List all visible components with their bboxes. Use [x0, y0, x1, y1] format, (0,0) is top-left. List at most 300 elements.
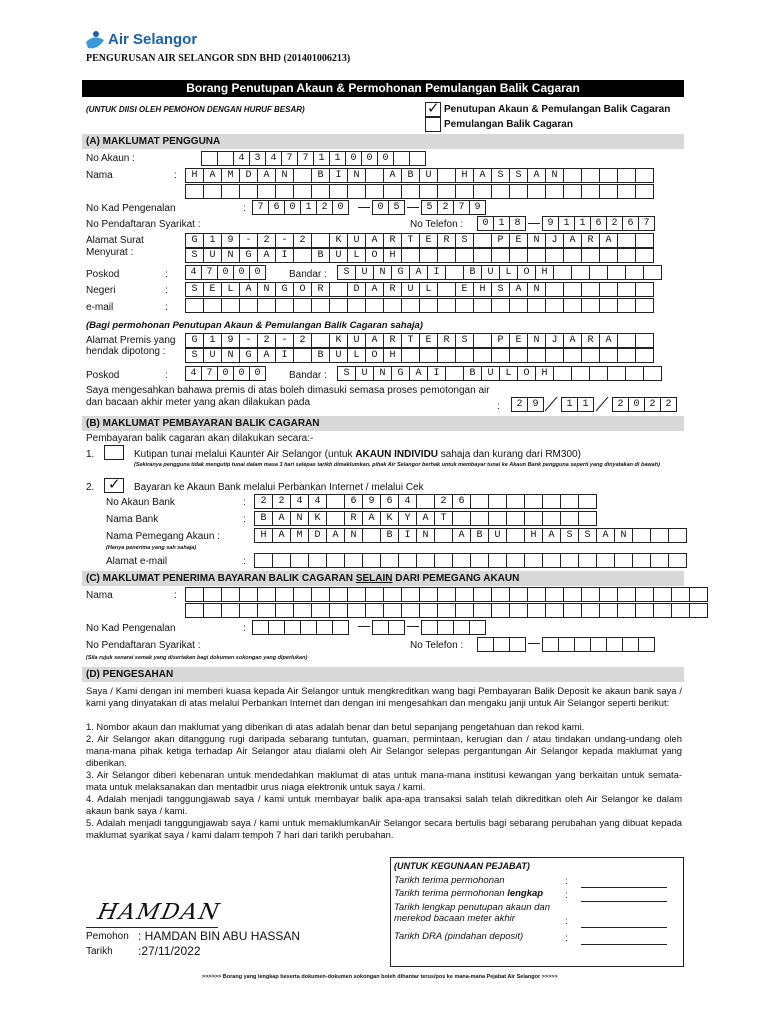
char-box[interactable]: [332, 620, 349, 635]
char-box[interactable]: [203, 298, 222, 313]
char-box[interactable]: [491, 248, 510, 263]
char-box[interactable]: [491, 348, 510, 363]
char-box[interactable]: [365, 298, 384, 313]
char-box[interactable]: [437, 587, 456, 602]
char-box[interactable]: [599, 298, 618, 313]
char-box[interactable]: [329, 184, 348, 199]
char-box[interactable]: 0: [477, 216, 494, 231]
char-box[interactable]: 0: [249, 366, 266, 381]
char-box[interactable]: [372, 620, 389, 635]
char-box[interactable]: [473, 587, 492, 602]
char-box[interactable]: S: [509, 168, 528, 183]
char-box[interactable]: A: [272, 528, 291, 543]
char-box[interactable]: I: [427, 265, 446, 280]
char-box[interactable]: 1: [574, 216, 591, 231]
char-box[interactable]: 0: [332, 200, 349, 215]
char-box[interactable]: [437, 298, 456, 313]
char-box[interactable]: [506, 494, 525, 509]
char-box[interactable]: 0: [233, 265, 250, 280]
char-box[interactable]: A: [239, 282, 258, 297]
char-box[interactable]: [599, 348, 618, 363]
char-box[interactable]: P: [491, 333, 510, 348]
char-box[interactable]: 0: [249, 265, 266, 280]
char-box[interactable]: A: [599, 233, 618, 248]
char-box[interactable]: [581, 603, 600, 618]
char-box[interactable]: 7: [297, 151, 314, 166]
premis-boxes-row2[interactable]: [185, 348, 653, 363]
char-box[interactable]: G: [185, 333, 204, 348]
char-box[interactable]: 0: [233, 366, 250, 381]
char-box[interactable]: [239, 298, 258, 313]
char-box[interactable]: [509, 603, 528, 618]
char-box[interactable]: N: [527, 333, 546, 348]
char-box[interactable]: [409, 151, 426, 166]
char-box[interactable]: [455, 298, 474, 313]
c-kad-boxes-part3[interactable]: [421, 620, 485, 635]
char-box[interactable]: [578, 494, 597, 509]
char-box[interactable]: O: [365, 248, 384, 263]
char-box[interactable]: [326, 494, 345, 509]
char-box[interactable]: A: [596, 528, 615, 543]
char-box[interactable]: A: [452, 528, 471, 543]
char-box[interactable]: [527, 348, 546, 363]
char-box[interactable]: [638, 637, 655, 652]
char-box[interactable]: Y: [398, 511, 417, 526]
char-box[interactable]: [617, 298, 636, 313]
char-box[interactable]: [401, 348, 420, 363]
char-box[interactable]: [488, 553, 507, 568]
char-box[interactable]: 2: [511, 397, 528, 412]
char-box[interactable]: [668, 553, 687, 568]
char-box[interactable]: [635, 587, 654, 602]
char-box[interactable]: [434, 553, 453, 568]
char-box[interactable]: [578, 511, 597, 526]
char-box[interactable]: O: [293, 282, 312, 297]
char-box[interactable]: 9: [469, 200, 486, 215]
char-box[interactable]: I: [329, 168, 348, 183]
char-box[interactable]: U: [481, 366, 500, 381]
char-box[interactable]: [625, 265, 644, 280]
char-box[interactable]: [401, 603, 420, 618]
poskod-boxes[interactable]: [185, 265, 265, 280]
char-box[interactable]: [293, 298, 312, 313]
char-box[interactable]: N: [290, 511, 309, 526]
char-box[interactable]: [419, 298, 438, 313]
char-box[interactable]: [527, 248, 546, 263]
char-box[interactable]: [545, 587, 564, 602]
char-box[interactable]: [553, 366, 572, 381]
char-box[interactable]: [617, 233, 636, 248]
char-box[interactable]: K: [329, 333, 348, 348]
char-box[interactable]: 6: [380, 494, 399, 509]
bank-acc-boxes[interactable]: [254, 494, 596, 509]
char-box[interactable]: G: [391, 366, 410, 381]
char-box[interactable]: [362, 553, 381, 568]
bandar2-boxes[interactable]: [337, 366, 661, 381]
char-box[interactable]: N: [344, 528, 363, 543]
char-box[interactable]: 4: [290, 494, 309, 509]
char-box[interactable]: [419, 184, 438, 199]
char-box[interactable]: [275, 587, 294, 602]
char-box[interactable]: [257, 587, 276, 602]
char-box[interactable]: [488, 511, 507, 526]
char-box[interactable]: H: [455, 168, 474, 183]
char-box[interactable]: [203, 184, 222, 199]
char-box[interactable]: [326, 553, 345, 568]
char-box[interactable]: 0: [284, 200, 301, 215]
char-box[interactable]: [617, 603, 636, 618]
char-box[interactable]: [653, 603, 672, 618]
char-box[interactable]: [239, 184, 258, 199]
char-box[interactable]: [524, 511, 543, 526]
char-box[interactable]: 0: [377, 151, 394, 166]
char-box[interactable]: 2: [612, 397, 629, 412]
char-box[interactable]: U: [355, 366, 374, 381]
char-box[interactable]: [614, 553, 633, 568]
char-box[interactable]: 2: [272, 494, 291, 509]
char-box[interactable]: A: [257, 348, 276, 363]
char-box[interactable]: 2: [293, 333, 312, 348]
char-box[interactable]: [470, 511, 489, 526]
char-box[interactable]: [437, 603, 456, 618]
char-box[interactable]: [599, 168, 618, 183]
bank-email-boxes[interactable]: [254, 553, 686, 568]
char-box[interactable]: O: [365, 348, 384, 363]
char-box[interactable]: U: [481, 265, 500, 280]
char-box[interactable]: [506, 553, 525, 568]
char-box[interactable]: K: [380, 511, 399, 526]
char-box[interactable]: 2: [606, 216, 623, 231]
char-box[interactable]: A: [409, 265, 428, 280]
char-box[interactable]: [545, 248, 564, 263]
bandar-boxes[interactable]: [337, 265, 661, 280]
char-box[interactable]: 1: [577, 397, 594, 412]
char-box[interactable]: [365, 184, 384, 199]
char-box[interactable]: B: [311, 168, 330, 183]
char-box[interactable]: [293, 248, 312, 263]
char-box[interactable]: [563, 587, 582, 602]
char-box[interactable]: 1: [329, 151, 346, 166]
char-box[interactable]: A: [272, 511, 291, 526]
char-box[interactable]: [545, 603, 564, 618]
char-box[interactable]: B: [401, 168, 420, 183]
char-box[interactable]: [437, 168, 456, 183]
char-box[interactable]: [542, 511, 561, 526]
char-box[interactable]: S: [337, 265, 356, 280]
char-box[interactable]: [635, 298, 654, 313]
char-box[interactable]: [326, 511, 345, 526]
char-box[interactable]: -: [239, 233, 258, 248]
char-box[interactable]: [617, 348, 636, 363]
char-box[interactable]: I: [275, 348, 294, 363]
char-box[interactable]: [284, 620, 301, 635]
char-box[interactable]: 0: [217, 366, 234, 381]
char-box[interactable]: 2: [437, 200, 454, 215]
char-box[interactable]: A: [542, 528, 561, 543]
char-box[interactable]: [293, 587, 312, 602]
char-box[interactable]: [527, 184, 546, 199]
char-box[interactable]: [560, 553, 579, 568]
char-box[interactable]: [311, 184, 330, 199]
char-box[interactable]: [217, 151, 234, 166]
char-box[interactable]: N: [527, 282, 546, 297]
char-box[interactable]: [589, 265, 608, 280]
char-box[interactable]: [383, 587, 402, 602]
char-box[interactable]: E: [455, 282, 474, 297]
c-nama-boxes-row2[interactable]: [185, 603, 707, 618]
char-box[interactable]: 1: [561, 397, 578, 412]
char-box[interactable]: [581, 348, 600, 363]
char-box[interactable]: [635, 282, 654, 297]
char-box[interactable]: [185, 184, 204, 199]
char-box[interactable]: [329, 587, 348, 602]
char-box[interactable]: U: [355, 265, 374, 280]
char-box[interactable]: [581, 587, 600, 602]
char-box[interactable]: [635, 603, 654, 618]
char-box[interactable]: 1: [313, 151, 330, 166]
char-box[interactable]: [365, 587, 384, 602]
char-box[interactable]: E: [509, 233, 528, 248]
c-tel-boxes-part2[interactable]: [542, 637, 654, 652]
email-boxes[interactable]: [185, 298, 653, 313]
char-box[interactable]: [650, 553, 669, 568]
char-box[interactable]: [434, 528, 453, 543]
char-box[interactable]: 0: [628, 397, 645, 412]
char-box[interactable]: 5: [421, 200, 438, 215]
char-box[interactable]: N: [221, 348, 240, 363]
char-box[interactable]: [239, 603, 258, 618]
bank-name-boxes[interactable]: [254, 511, 596, 526]
char-box[interactable]: [445, 265, 464, 280]
char-box[interactable]: [437, 620, 454, 635]
char-box[interactable]: 0: [372, 200, 389, 215]
office-field-1[interactable]: [581, 887, 667, 888]
char-box[interactable]: [553, 265, 572, 280]
char-box[interactable]: [473, 248, 492, 263]
char-box[interactable]: [563, 282, 582, 297]
char-box[interactable]: [617, 248, 636, 263]
char-box[interactable]: R: [437, 233, 456, 248]
char-box[interactable]: 7: [281, 151, 298, 166]
char-box[interactable]: 7: [252, 200, 269, 215]
char-box[interactable]: [563, 348, 582, 363]
char-box[interactable]: [419, 587, 438, 602]
char-box[interactable]: [650, 528, 669, 543]
char-box[interactable]: L: [499, 366, 518, 381]
char-box[interactable]: [470, 553, 489, 568]
char-box[interactable]: [311, 587, 330, 602]
char-box[interactable]: 9: [542, 216, 559, 231]
char-box[interactable]: [617, 282, 636, 297]
char-box[interactable]: O: [517, 366, 536, 381]
char-box[interactable]: R: [383, 333, 402, 348]
char-box[interactable]: [203, 603, 222, 618]
bank-option-checkbox[interactable]: [104, 478, 124, 493]
char-box[interactable]: S: [491, 282, 510, 297]
char-box[interactable]: [473, 184, 492, 199]
c-nama-boxes-row1[interactable]: [185, 587, 707, 602]
char-box[interactable]: [524, 553, 543, 568]
char-box[interactable]: [380, 553, 399, 568]
nama-boxes-row1[interactable]: [185, 168, 653, 183]
char-box[interactable]: [252, 620, 269, 635]
char-box[interactable]: [473, 233, 492, 248]
char-box[interactable]: S: [185, 282, 204, 297]
char-box[interactable]: [437, 348, 456, 363]
char-box[interactable]: 6: [590, 216, 607, 231]
char-box[interactable]: U: [347, 333, 366, 348]
char-box[interactable]: O: [517, 265, 536, 280]
char-box[interactable]: [347, 184, 366, 199]
char-box[interactable]: U: [419, 168, 438, 183]
char-box[interactable]: [509, 298, 528, 313]
char-box[interactable]: [671, 603, 690, 618]
char-box[interactable]: [563, 248, 582, 263]
c-kad-boxes-part2[interactable]: [372, 620, 404, 635]
char-box[interactable]: [607, 265, 626, 280]
char-box[interactable]: 4: [308, 494, 327, 509]
char-box[interactable]: [308, 553, 327, 568]
char-box[interactable]: [383, 603, 402, 618]
char-box[interactable]: [473, 603, 492, 618]
char-box[interactable]: J: [545, 233, 564, 248]
char-box[interactable]: [365, 603, 384, 618]
char-box[interactable]: 0: [345, 151, 362, 166]
char-box[interactable]: [185, 587, 204, 602]
char-box[interactable]: T: [401, 233, 420, 248]
char-box[interactable]: [365, 168, 384, 183]
char-box[interactable]: [545, 348, 564, 363]
char-box[interactable]: A: [365, 233, 384, 248]
char-box[interactable]: P: [491, 233, 510, 248]
char-box[interactable]: [581, 248, 600, 263]
char-box[interactable]: N: [347, 168, 366, 183]
char-box[interactable]: 1: [493, 216, 510, 231]
char-box[interactable]: [185, 298, 204, 313]
char-box[interactable]: 7: [201, 366, 218, 381]
char-box[interactable]: [362, 528, 381, 543]
char-box[interactable]: [347, 298, 366, 313]
char-box[interactable]: [470, 494, 489, 509]
char-box[interactable]: [571, 366, 590, 381]
char-box[interactable]: [509, 248, 528, 263]
char-box[interactable]: S: [560, 528, 579, 543]
char-box[interactable]: [388, 620, 405, 635]
char-box[interactable]: [437, 248, 456, 263]
kad-boxes-part1[interactable]: [252, 200, 348, 215]
char-box[interactable]: [221, 298, 240, 313]
char-box[interactable]: [617, 168, 636, 183]
char-box[interactable]: B: [254, 511, 273, 526]
char-box[interactable]: N: [373, 265, 392, 280]
char-box[interactable]: [509, 587, 528, 602]
char-box[interactable]: A: [383, 168, 402, 183]
char-box[interactable]: 9: [527, 397, 544, 412]
char-box[interactable]: 1: [300, 200, 317, 215]
char-box[interactable]: [275, 298, 294, 313]
char-box[interactable]: U: [203, 248, 222, 263]
char-box[interactable]: [201, 151, 218, 166]
char-box[interactable]: R: [437, 333, 456, 348]
char-box[interactable]: [493, 637, 510, 652]
char-box[interactable]: [617, 587, 636, 602]
char-box[interactable]: [606, 637, 623, 652]
char-box[interactable]: [581, 282, 600, 297]
char-box[interactable]: R: [344, 511, 363, 526]
char-box[interactable]: [607, 366, 626, 381]
char-box[interactable]: [632, 528, 651, 543]
char-box[interactable]: [643, 265, 662, 280]
c-tel-boxes-part1[interactable]: [477, 637, 525, 652]
char-box[interactable]: [632, 553, 651, 568]
char-box[interactable]: B: [380, 528, 399, 543]
char-box[interactable]: [272, 553, 291, 568]
char-box[interactable]: B: [470, 528, 489, 543]
char-box[interactable]: K: [308, 511, 327, 526]
office-field-2[interactable]: [581, 901, 667, 902]
char-box[interactable]: [509, 348, 528, 363]
char-box[interactable]: [542, 637, 559, 652]
char-box[interactable]: [560, 494, 579, 509]
char-box[interactable]: A: [257, 248, 276, 263]
char-box[interactable]: R: [581, 333, 600, 348]
char-box[interactable]: [527, 603, 546, 618]
holder-boxes[interactable]: [254, 528, 686, 543]
char-box[interactable]: B: [311, 348, 330, 363]
tel-boxes-part1[interactable]: [477, 216, 525, 231]
char-box[interactable]: [643, 366, 662, 381]
char-box[interactable]: A: [326, 528, 345, 543]
char-box[interactable]: N: [257, 282, 276, 297]
char-box[interactable]: [542, 494, 561, 509]
char-box[interactable]: D: [308, 528, 327, 543]
char-box[interactable]: [491, 587, 510, 602]
char-box[interactable]: [239, 587, 258, 602]
char-box[interactable]: [689, 587, 708, 602]
char-box[interactable]: [290, 553, 309, 568]
char-box[interactable]: I: [427, 366, 446, 381]
char-box[interactable]: B: [463, 265, 482, 280]
char-box[interactable]: R: [311, 282, 330, 297]
char-box[interactable]: H: [383, 248, 402, 263]
char-box[interactable]: [329, 298, 348, 313]
char-box[interactable]: A: [563, 233, 582, 248]
char-box[interactable]: 1: [558, 216, 575, 231]
char-box[interactable]: S: [455, 333, 474, 348]
char-box[interactable]: [509, 637, 526, 652]
char-box[interactable]: [293, 184, 312, 199]
char-box[interactable]: L: [347, 348, 366, 363]
char-box[interactable]: A: [473, 168, 492, 183]
char-box[interactable]: [578, 553, 597, 568]
char-box[interactable]: [558, 637, 575, 652]
char-box[interactable]: R: [383, 233, 402, 248]
char-box[interactable]: 2: [254, 494, 273, 509]
char-box[interactable]: 6: [622, 216, 639, 231]
char-box[interactable]: [527, 298, 546, 313]
char-box[interactable]: [635, 333, 654, 348]
char-box[interactable]: [563, 184, 582, 199]
char-box[interactable]: A: [563, 333, 582, 348]
char-box[interactable]: [257, 184, 276, 199]
char-box[interactable]: [653, 587, 672, 602]
char-box[interactable]: [455, 587, 474, 602]
char-box[interactable]: D: [239, 168, 258, 183]
char-box[interactable]: S: [578, 528, 597, 543]
char-box[interactable]: 7: [453, 200, 470, 215]
char-box[interactable]: 1: [203, 233, 222, 248]
char-box[interactable]: I: [398, 528, 417, 543]
